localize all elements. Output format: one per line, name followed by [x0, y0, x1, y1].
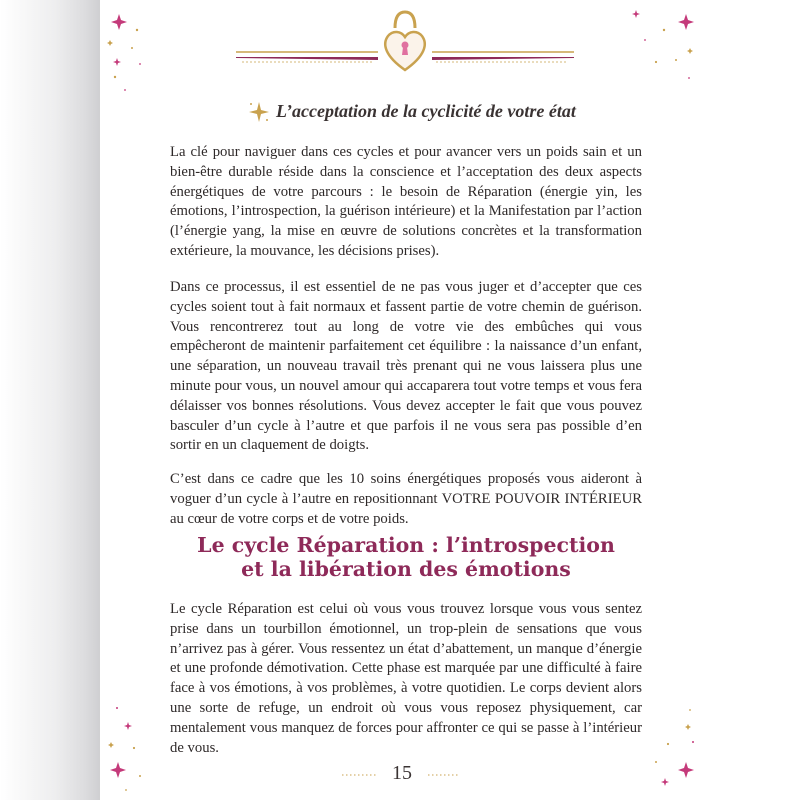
sparkle-star-icon: [248, 101, 270, 123]
sparkle-star-icon: [107, 14, 141, 91]
paragraph-2: Dans ce processus, il est essentiel de ne pas vous juger et d’accepter que ces cycles soient tout à fait normaux et fassent partie de votre chemin de guérison. Vous rencontrerez tout au long de votre vie des embûches qui vous empêcheront de maintenir parfaitement cet équilibre : la naissance d’un enfant, une séparation, un nouveau travail très prenant qui ne vous laissera plus une minute pour vous, un nouvel amour qui accaparera tout votre temps et vous fera délaisser vos bonnes résolutions. Vous devez accepter le fait que vous pouvez basculer d’un cycle à l’autre et que parfois il ne vous sera pas possible d’en sortir en un claquement de doigts.: [170, 279, 642, 454]
crescent-moon-icon: [378, 767, 386, 783]
sparkle-star-icon: [632, 10, 694, 79]
top-ornament-right: [432, 52, 574, 62]
page-footer: [340, 762, 460, 786]
crescent-moon-icon: [420, 767, 428, 783]
sparkle-star-icon: [655, 709, 694, 786]
chapter-title-line-2: et la libération des émotions: [241, 557, 571, 581]
top-ornament-left: [236, 52, 378, 62]
section-heading-text: L’acceptation de la cyclicité de votre état: [276, 101, 576, 121]
sparkle-star-icon: [108, 707, 141, 791]
paragraph-3: C’est dans ce cadre que les 10 soins énergétiques proposés vous aideront à voguer d’un cycle à l’autre en repositionnant VOTRE POUVOIR INTÉRIEUR au cœur de votre corps et de votre poids.: [170, 471, 642, 527]
paragraph-4: Le cycle Réparation est celui où vous vous trouvez lorsque vous vous sentez prise dans un tourbillon émotionnel, un trop-plein de sensations que vous n’arrivez pas à gérer. Vous ressentez un état d’abattement, un manque d’énergie et une profonde démotivation. Cette phase est marquée par une difficulté à faire face à vos émotions, à vos problèmes, à votre quotidien. Le corps devient alors une sorte de refuge, un endroit où vous vous reposez physiquement, car mentalement vous manquez de forces pour affronter ce qui se passe à l’intérieur de vous.: [170, 601, 642, 756]
page-number: 15: [392, 762, 412, 784]
chapter-title: [170, 533, 642, 581]
heart-lock-icon: [385, 12, 425, 70]
section-subheading: [158, 99, 658, 129]
chapter-title-line-1: Le cycle Réparation : l’introspection: [197, 533, 615, 557]
paragraph-1: La clé pour naviguer dans ces cycles et pour avancer vers un poids sain et un bien-être durable réside dans la conscience et l’acceptation des deux aspects énergétiques de votre parcours : le besoin de Réparation (énergie yin, les émotions, l’introspection, la guérison intérieure) et la Manifestation par l’action (l’énergie yang, la mise en œuvre de solutions concrètes et la transformation extérieure, la mouvance, les décisions prises).: [170, 144, 642, 259]
